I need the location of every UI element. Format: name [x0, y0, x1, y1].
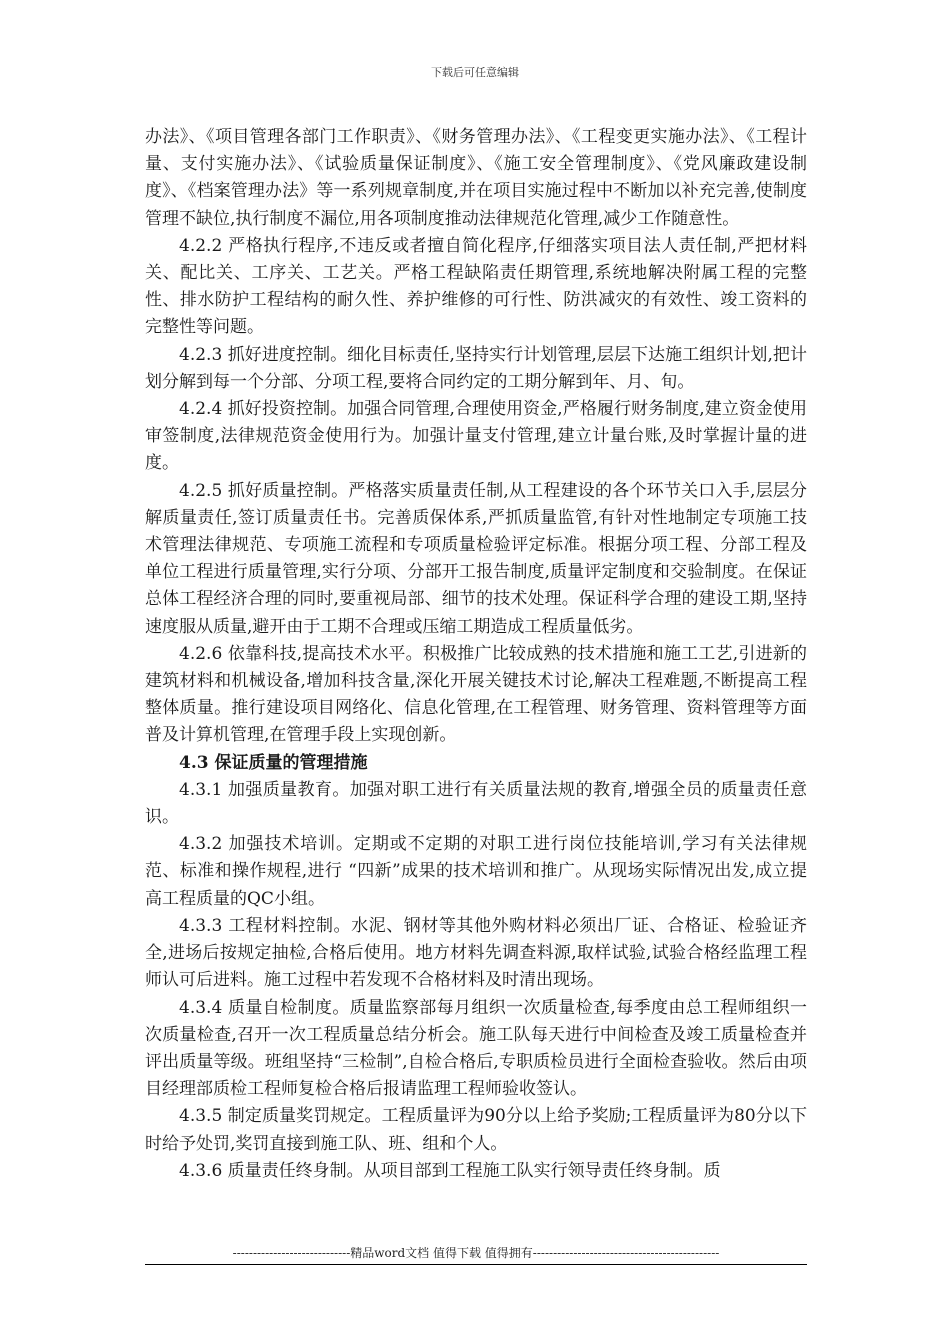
document-body: [145, 124, 807, 1185]
footer-divider: [145, 1264, 807, 1265]
paragraph-4-2-3: 4.2.3 抓好进度控制。细化目标责任,坚持实行计划管理,层层下达施工组织计划,把计划分解到每一个分部、分项工程,要将合同约定的工期分解到年、月、旬。: [145, 344, 807, 392]
paragraph-4-3-2: 4.3.2 加强技术培训。定期或不定期的对职工进行岗位技能培训,学习有关法律规范、标准和操作规程,进行 “四新”成果的技术培训和推广。从现场实际情况出发,成立提高工程质量的QC小组。: [145, 834, 807, 909]
paragraph-4-3-3: 4.3.3 工程材料控制。水泥、钢材等其他外购材料必须出厂证、合格证、检验证齐全,进场后按规定抽检,合格后使用。地方材料先调查料源,取样试验,试验合格经监理工程师认可后进料。施工过程中若发现不合格材料及时清出现场。: [145, 915, 807, 991]
paragraph-4-2-6: 4.2.6 依靠科技,提高技术水平。积极推广比较成熟的技术措施和施工工艺,引进新的建筑材料和机械设备,增加科技含量,深化开展关键技术讨论,解决工程难题,不断提高工程整体质量。推行建设项目网络化、信息化管理,在工程管理、财务管理、资料管理等方面普及计算机管理,在管理手段上实现创新。: [145, 643, 807, 746]
paragraph-4-2-4: 4.2.4 抓好投资控制。加强合同管理,合理使用资金,严格履行财务制度,建立资金使用审签制度,法律规范资金使用行为。加强计量支付管理,建立计量台账,及时掌握计量的进度。: [145, 399, 807, 474]
paragraph-4-3-6: 4.3.6 质量责任终身制。从项目部到工程施工队实行领导责任终身制。质: [179, 1160, 721, 1181]
paragraph-4-3-4: 4.3.4 质量自检制度。质量监察部每月组织一次质量检查,每季度由总工程师组织一次质量检查,召开一次工程质量总结分析会。施工队每天进行中间检查及竣工质量检查并评出质量等级。班组坚持“三检制”,自检合格后,专职质检员进行全面检查验收。然后由项目经理部质检工程师复检合格后报请监理工程师验收签认。: [145, 997, 807, 1100]
section-heading-4-3: 4.3 保证质量的管理措施: [179, 752, 368, 773]
page-header-note: 下载后可任意编辑: [431, 66, 519, 79]
page-footer: -----------------------------精品word文档 值得下载 值得拥有----------------------------------------------: [232, 1246, 720, 1260]
paragraph-4-3-5: 4.3.5 制定质量奖罚规定。工程质量评为90分以上给予奖励;工程质量评为80分以下时给予处罚,奖罚直接到施工队、班、组和个人。: [145, 1106, 807, 1154]
paragraph-4-2-5: 4.2.5 抓好质量控制。严格落实质量责任制,从工程建设的各个环节关口入手,层层分解质量责任,签订质量责任书。完善质保体系,严抓质量监管,有针对性地制定专项施工技术管理法律规范、专项施工流程和专项质量检验评定标准。根据分项工程、分部工程及单位工程进行质量管理,实行分项、分部开工报告制度,质量评定制度和交验制度。在保证总体工程经济合理的同时,要重视局部、细节的技术处理。保证科学合理的建设工期,坚持速度服从质量,避开由于工期不合理或压缩工期造成工程质量低劣。: [145, 480, 807, 637]
paragraph-regulations-continued: 办法》、《项目管理各部门工作职责》、《财务管理办法》、《工程变更实施办法》、《工程计量、支付实施办法》、《试验质量保证制度》、《施工安全管理制度》、《党风廉政建设制度》、《档案管理办法》等一系列规章制度,并在项目实施过程中不断加以补充完善,使制度管理不缺位,执行制度不漏位,用各项制度推动法律规范化管理,减少工作随意性。: [145, 127, 807, 229]
paragraph-4-2-2: 4.2.2 严格执行程序,不违反或者擅自简化程序,仔细落实项目法人责任制,严把材料关、配比关、工序关、工艺关。严格工程缺陷责任期管理,系统地解决附属工程的完整性、排水防护工程结构的耐久性、养护维修的可行性、防洪减灾的有效性、竣工资料的完整性等问题。: [145, 235, 807, 338]
paragraph-4-3-1: 4.3.1 加强质量教育。加强对职工进行有关质量法规的教育,增强全员的质量责任意识。: [145, 779, 807, 828]
